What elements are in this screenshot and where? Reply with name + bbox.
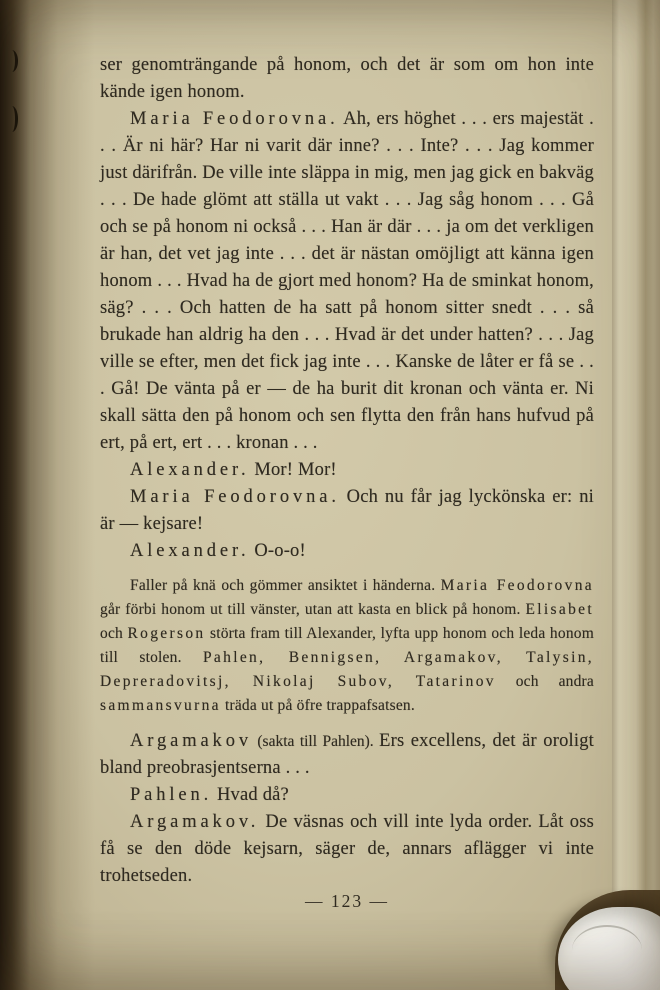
character-name: Argamakov. (130, 812, 260, 832)
stage-direction (100, 574, 594, 718)
character-name: sammansvurna (100, 697, 221, 714)
text-segment: Faller på knä och gömmer ansiktet i händerna. (130, 577, 441, 594)
gutter-ink-mark (6, 106, 18, 132)
book-gutter-shadow (0, 0, 95, 990)
text-segment: Och nu får jag lyckönska er: ni är — kejsare! (100, 487, 594, 534)
character-name: Pahlen, Bennigsen, Argamakov, Talysin, Depreradovitsj, Nikolaj Subov, Tatarinov (100, 649, 594, 690)
character-name: Alexander. (130, 541, 250, 561)
inline-stage-note: (sakta till Pahlen). (251, 733, 380, 750)
dialogue-argamakov-2 (100, 809, 594, 890)
text-segment: Mor! Mor! (249, 460, 337, 480)
dialogue-maria-1 (100, 106, 594, 457)
character-name: Rogerson (127, 625, 206, 642)
dialogue-maria-2 (100, 484, 594, 538)
text-segment: De väsnas och vill inte lyda order. Låt oss få se den döde kejsarn, säger de, annars aflägger vi inte trohetseden. (100, 812, 594, 886)
text-segment: Hvad då? (212, 785, 289, 805)
page-number: — 123 — (305, 891, 389, 911)
text-segment: störta fram till Alexander, lyfta upp honom och leda honom till stolen. (100, 625, 594, 666)
character-name: Elisabet (525, 601, 594, 618)
character-name: Maria Feodorovna. (130, 487, 340, 507)
page-right-edge (612, 0, 660, 990)
text-segment: Ah, ers höghet . . . ers majestät . . . Är ni här? Har ni varit där inne? . . . Inte? . . . Jag kommer just därifrån. De ville inte släppa in mig, men jag gick en bakväg . . . De hade glömt att ställa ut vakt . . . Jag såg honom . . . Gå och se på honom ni också . . . Han är där . . . ja om det verkligen är han, det vet jag inte . . . det är nästan omöjligt att känna igen honom . . . Hvad ha de gjort med honom? Ha de sminkat honom, säg? . . . Och hatten de ha satt på honom sitter snedt . . . så brukade han aldrig ha den . . . Hvad är det under hatten? . . . Jag ville se efter, men det fick jag inte . . . Kanske de låter er få se . . . Gå! De vänta på er — de ha burit dit kronan och vänta er. Ni skall sätta den på honom och sen flytta den från hans hufvud på ert, på ert, ert . . . kronan . . . (100, 109, 594, 453)
text-segment: träda ut på öfre trappafsatsen. (220, 697, 415, 714)
character-name: Maria Feodorovna. (130, 109, 339, 129)
text-segment: och (100, 625, 128, 642)
gutter-ink-mark (6, 50, 18, 72)
character-name: Alexander. (130, 460, 250, 480)
character-name: Pahlen. (130, 785, 213, 805)
text-segment: Ers excellens, det är oroligt bland preobrasjentserna . . . (100, 731, 594, 778)
text-block (100, 52, 594, 890)
text-segment: ser genomträngande på honom, och det är som om hon inte kände igen honom. (100, 55, 594, 102)
text-segment: O-o-o! (249, 541, 306, 561)
text-segment: och andra (495, 673, 594, 690)
character-name: Maria Feodorovna (440, 577, 594, 594)
dialogue-alexander-1 (100, 457, 594, 484)
dialogue-alexander-2 (100, 538, 594, 565)
white-object-rim (572, 925, 642, 975)
dialogue-argamakov-1 (100, 728, 594, 782)
character-name: Argamakov (130, 731, 252, 751)
text-segment: går förbi honom ut till vänster, utan att kasta en blick på honom. (100, 601, 526, 618)
continuation-text (100, 52, 594, 106)
dialogue-pahlen-1 (100, 782, 594, 809)
